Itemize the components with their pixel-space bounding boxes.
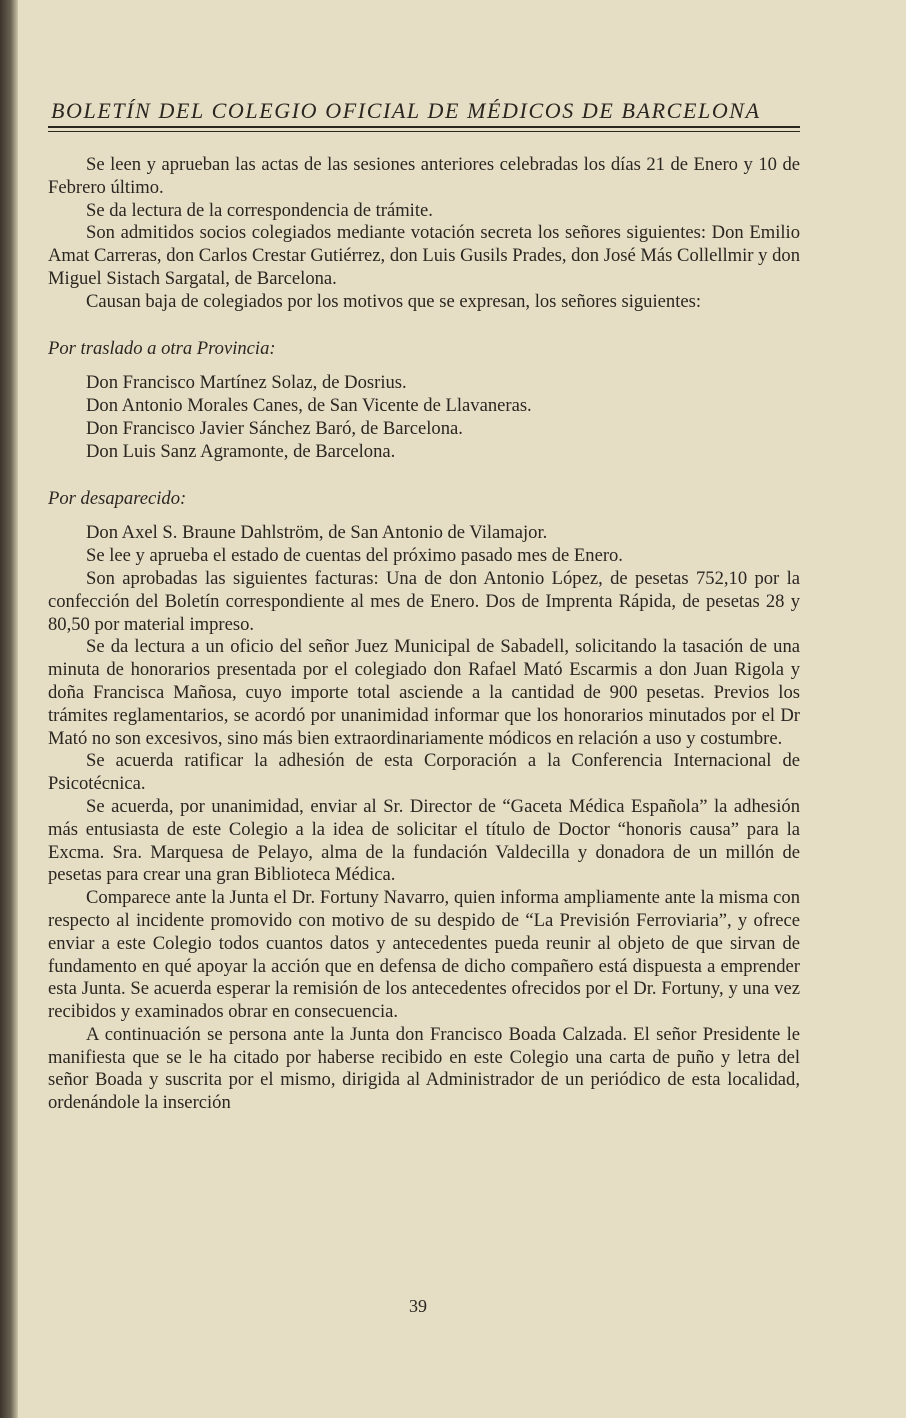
section-heading-traslado: Por traslado a otra Provincia: bbox=[48, 337, 276, 359]
paragraph: Se lee y aprueba el estado de cuentas del próximo pasado mes de Enero. bbox=[86, 545, 623, 567]
page-number: 39 bbox=[409, 1296, 427, 1316]
paragraph: Causan baja de colegiados por los motivos que se expresan, los señores siguientes: bbox=[86, 290, 702, 312]
book-gutter bbox=[0, 0, 18, 1418]
paragraph: Se leen y aprueban las actas de las sesiones anteriores celebradas los días 21 de Enero y 10 de Febrero último. bbox=[48, 154, 800, 198]
paragraph: A continuación se persona ante la Junta don Francisco Boada Calzada. El señor Presidente le manifiesta que se le ha citado por haberse recibido en este Colegio una carta de puño y letra del señor Boada y suscrita por el mismo, dirigida al Administrador de un periódico de esta localidad, ordenándole la inserción bbox=[48, 1023, 800, 1114]
header-rule-thick bbox=[48, 126, 800, 128]
paragraph: Son aprobadas las siguientes facturas: Una de don Antonio López, de pesetas 752,10 por la confección del Boletín correspondiente al mes de Enero. Dos de Imprenta Rápida, de pesetas 28 y 80,50 por material impreso. bbox=[48, 567, 800, 635]
list-item: Don Luis Sanz Agramonte, de Barcelona. bbox=[86, 440, 396, 462]
running-header: BOLETÍN DEL COLEGIO OFICIAL DE MÉDICOS DE BARCELONA bbox=[51, 98, 761, 123]
list-item: Don Axel S. Braune Dahlström, de San Antonio de Vilamajor. bbox=[86, 522, 548, 544]
paragraph: Comparece ante la Junta el Dr. Fortuny Navarro, quien informa ampliamente ante la misma con respecto al incidente promovido con motivo de su despido de “La Previsión Ferroviaria”, y ofrece enviar a este Colegio todos cuantos datos y antecedentes pueda reunir al objeto de que sirvan de fundamento en qué apoyar la acción que en defensa de dicho compañero está dispuesta a emprender esta Junta. Se acuerda esperar la remisión de los antecedentes ofrecidos por el Dr. Fortuny, y una vez recibidos y examinados obrar en consecuencia. bbox=[48, 887, 800, 1023]
list-item: Don Antonio Morales Canes, de San Vicente de Llavaneras. bbox=[86, 395, 532, 417]
paragraph: Se da lectura a un oficio del señor Juez Municipal de Sabadell, solicitando la tasación de una minuta de honorarios presentada por el colegiado don Rafael Mató Escarmis a don Juan Rigola y doña Francisca Mañosa, cuyo importe total asciende a la cantidad de 900 pesetas. Previos los trámites reglamentarios, se acordó por unanimidad informar que los honorarios minutados por el Dr Mató no son excesivos, sino más bien extraordinariamente módicos en relación a uso y costumbre. bbox=[48, 636, 800, 749]
paragraph: Se acuerda, por unanimidad, enviar al Sr. Director de “Gaceta Médica Española” la adhesión más entusiasta de este Colegio a la idea de solicitar el título de Doctor “honoris causa” para la Excma. Sra. Marquesa de Pelayo, alma de la fundación Valdecilla y donadora de un millón de pesetas para crear una gran Biblioteca Médica. bbox=[48, 795, 800, 886]
paragraph: Son admitidos socios colegiados mediante votación secreta los señores siguientes: Don Emilio Amat Carreras, don Carlos Crestar Gutiérrez, don Luis Gusils Prades, don José Más Collellmir y don Miguel Sistach Sargatal, de Barcelona. bbox=[48, 222, 800, 289]
paragraph: Se acuerda ratificar la adhesión de esta Corporación a la Conferencia Internacional de Psicotécnica. bbox=[48, 750, 800, 795]
page-content bbox=[48, 98, 800, 1115]
list-item: Don Francisco Javier Sánchez Baró, de Barcelona. bbox=[86, 417, 463, 439]
body-text bbox=[48, 154, 800, 1115]
header-rule-thin bbox=[48, 131, 800, 132]
section-heading-desaparecido: Por desaparecido: bbox=[48, 487, 187, 509]
list-item: Don Francisco Martínez Solaz, de Dosrius. bbox=[86, 372, 407, 394]
paragraph: Se da lectura de la correspondencia de trámite. bbox=[86, 199, 433, 221]
